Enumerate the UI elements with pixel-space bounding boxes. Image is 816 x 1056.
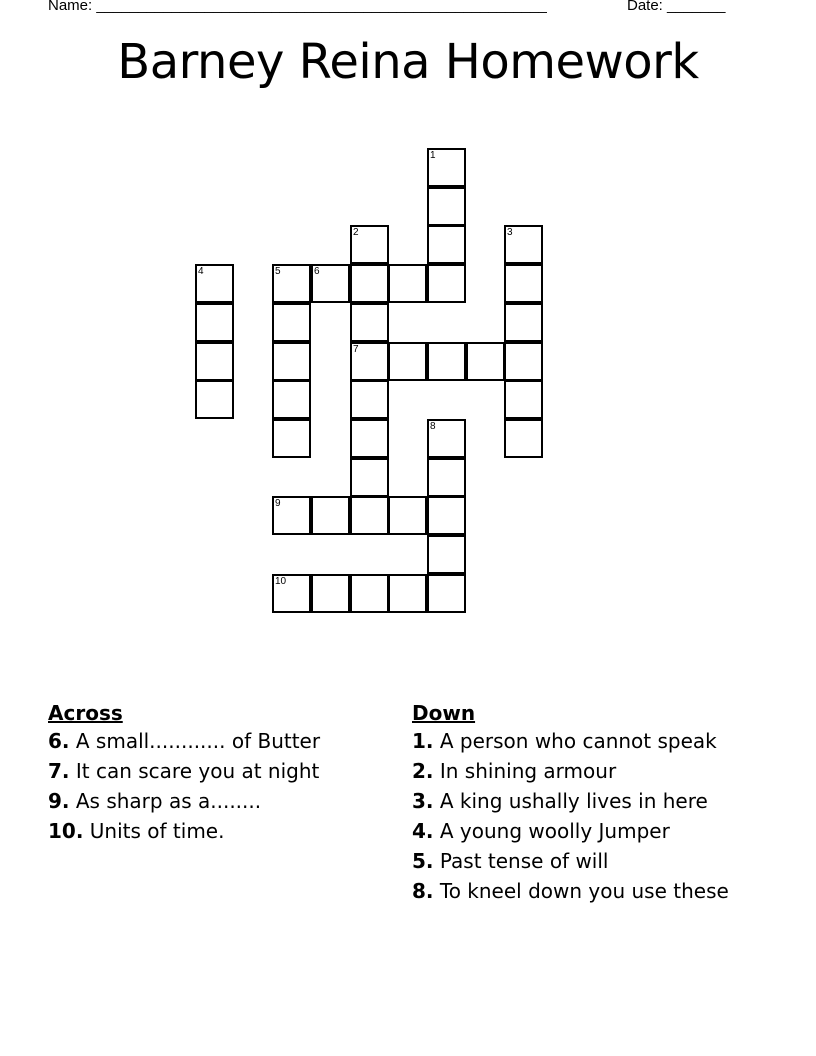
grid-cell[interactable] bbox=[195, 342, 234, 381]
clue-text: A small............ of Butter bbox=[75, 729, 321, 753]
grid-cell[interactable] bbox=[272, 342, 311, 381]
grid-cell[interactable] bbox=[427, 187, 466, 226]
grid-cell[interactable] bbox=[466, 342, 505, 381]
grid-cell[interactable] bbox=[504, 380, 543, 419]
clue-across bbox=[48, 759, 388, 783]
grid-cell[interactable] bbox=[427, 574, 466, 613]
across-clues bbox=[48, 700, 388, 849]
clue-number: 6. bbox=[48, 729, 70, 753]
grid-cell[interactable] bbox=[388, 264, 427, 303]
grid-cell[interactable] bbox=[195, 380, 234, 419]
date-field[interactable]: Date: _______ bbox=[627, 0, 726, 14]
header-line bbox=[48, 0, 768, 19]
grid-cell[interactable] bbox=[272, 574, 311, 613]
grid-cell[interactable] bbox=[350, 342, 389, 381]
grid-cell[interactable] bbox=[504, 264, 543, 303]
cell-number: 3 bbox=[507, 227, 513, 238]
clue-text: As sharp as a........ bbox=[75, 789, 262, 813]
cell-number: 4 bbox=[198, 266, 204, 277]
grid-cell[interactable] bbox=[272, 264, 311, 303]
grid-cell[interactable] bbox=[427, 148, 466, 187]
grid-cell[interactable] bbox=[504, 303, 543, 342]
grid-cell[interactable] bbox=[427, 458, 466, 497]
clue-number: 1. bbox=[412, 729, 434, 753]
grid-cell[interactable] bbox=[427, 535, 466, 574]
grid-cell[interactable] bbox=[272, 496, 311, 535]
grid-cell[interactable] bbox=[195, 303, 234, 342]
grid-cell[interactable] bbox=[427, 419, 466, 458]
clue-number: 5. bbox=[412, 849, 434, 873]
grid-cell[interactable] bbox=[195, 264, 234, 303]
grid-cell[interactable] bbox=[350, 225, 389, 264]
clue-down bbox=[412, 819, 762, 843]
clue-text: In shining armour bbox=[439, 759, 617, 783]
clue-text: To kneel down you use these bbox=[439, 879, 729, 903]
grid-cell[interactable] bbox=[504, 419, 543, 458]
down-clues bbox=[412, 700, 762, 909]
cell-number: 6 bbox=[314, 266, 320, 277]
grid-cell[interactable] bbox=[427, 496, 466, 535]
grid-cell[interactable] bbox=[350, 496, 389, 535]
clue-text: It can scare you at night bbox=[75, 759, 320, 783]
clue-number: 3. bbox=[412, 789, 434, 813]
grid-cell[interactable] bbox=[272, 419, 311, 458]
clue-number: 9. bbox=[48, 789, 70, 813]
grid-cell[interactable] bbox=[427, 342, 466, 381]
clue-down bbox=[412, 789, 762, 813]
grid-cell[interactable] bbox=[350, 574, 389, 613]
cell-number: 8 bbox=[430, 421, 436, 432]
grid-cell[interactable] bbox=[427, 225, 466, 264]
grid-cell[interactable] bbox=[388, 496, 427, 535]
grid-cell[interactable] bbox=[350, 264, 389, 303]
cell-number: 1 bbox=[430, 150, 436, 161]
grid-cell[interactable] bbox=[350, 419, 389, 458]
grid-cell[interactable] bbox=[272, 380, 311, 419]
grid-cell[interactable] bbox=[427, 264, 466, 303]
cell-number: 10 bbox=[275, 576, 287, 587]
clue-number: 10. bbox=[48, 819, 84, 843]
page-title: Barney Reina Homework bbox=[117, 34, 699, 90]
cell-number: 9 bbox=[275, 498, 281, 509]
grid-cell[interactable] bbox=[504, 342, 543, 381]
clue-text: A king ushally lives in here bbox=[439, 789, 708, 813]
clue-text: Units of time. bbox=[89, 819, 225, 843]
clue-across bbox=[48, 819, 388, 843]
grid-cell[interactable] bbox=[272, 303, 311, 342]
cell-number: 2 bbox=[353, 227, 359, 238]
down-heading: Down bbox=[412, 701, 476, 725]
clue-number: 8. bbox=[412, 879, 434, 903]
grid-cell[interactable] bbox=[350, 458, 389, 497]
clue-down bbox=[412, 879, 762, 903]
clue-text: Past tense of will bbox=[439, 849, 609, 873]
cell-number: 5 bbox=[275, 266, 281, 277]
clue-text: A young woolly Jumper bbox=[439, 819, 670, 843]
grid-cell[interactable] bbox=[311, 574, 350, 613]
clue-across bbox=[48, 789, 388, 813]
clue-down bbox=[412, 849, 762, 873]
clue-number: 4. bbox=[412, 819, 434, 843]
clue-across bbox=[48, 729, 388, 753]
grid-cell[interactable] bbox=[388, 574, 427, 613]
clue-down bbox=[412, 729, 762, 753]
grid-cell[interactable] bbox=[388, 342, 427, 381]
clue-down bbox=[412, 759, 762, 783]
cell-number: 7 bbox=[353, 344, 359, 355]
clue-number: 7. bbox=[48, 759, 70, 783]
clue-text: A person who cannot speak bbox=[439, 729, 717, 753]
name-field[interactable]: Name: ______________________________________________________ bbox=[48, 0, 547, 14]
grid-cell[interactable] bbox=[350, 303, 389, 342]
grid-cell[interactable] bbox=[504, 225, 543, 264]
clue-number: 2. bbox=[412, 759, 434, 783]
grid-cell[interactable] bbox=[311, 264, 350, 303]
across-heading: Across bbox=[48, 701, 123, 725]
grid-cell[interactable] bbox=[311, 496, 350, 535]
grid-cell[interactable] bbox=[350, 380, 389, 419]
